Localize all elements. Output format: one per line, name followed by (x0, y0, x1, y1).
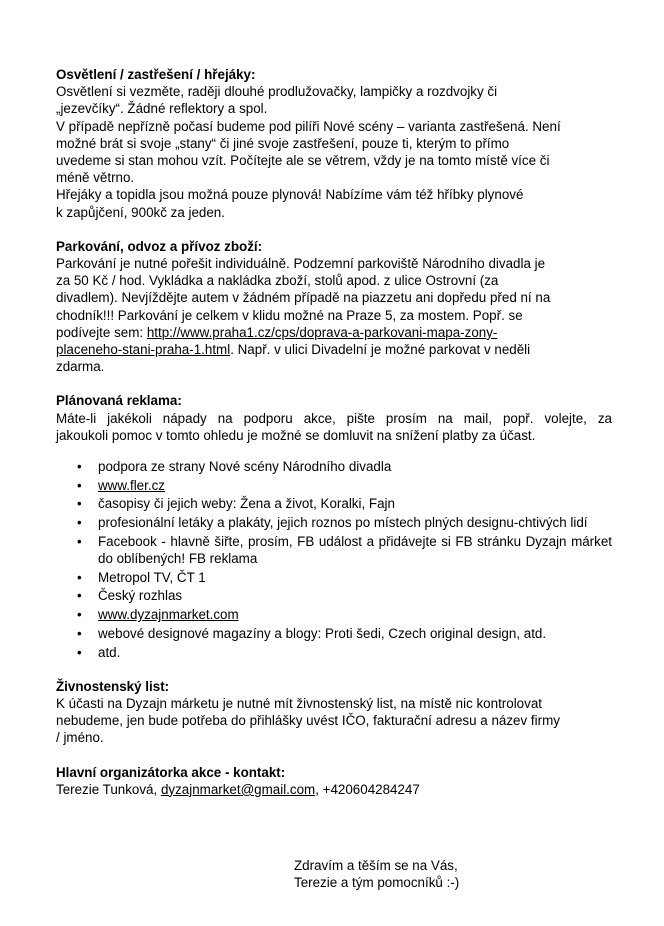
list-item (56, 606, 612, 623)
text-line: možné brát si svoje „stany“ či jiné svoje zastřešení, pouze ti, kterým to přímo (56, 135, 510, 151)
list-item-text: Metropol TV, ČT 1 (98, 569, 206, 585)
text-line: divadlem). Nevjíždějte autem v žádném případě na piazzetu ani dopředu před ní na (56, 290, 551, 306)
list-item-text: Facebook - hlavně šiřte, prosím, FB událost a přidávejte si FB stránku Dyzajn márket do oblíbených! FB reklama (98, 533, 612, 567)
section-parking (56, 238, 612, 376)
after-link-text: . Např. v ulici Divadelní je možné parkovat v neděli (230, 342, 531, 358)
bullet-icon: • (77, 644, 82, 660)
signoff (294, 857, 459, 891)
text-line: uvedeme si stan mohou vzít. Počítejte ale se větrem, vždy je na tomto místě více či (56, 153, 550, 169)
contact-name: Terezie Tunková, (56, 781, 161, 797)
section-heading-license: Živnostenský list: (56, 678, 170, 694)
list-item-text: profesionální letáky a plakáty, jejich roznos po místech plných designu-chtivých lidí (98, 515, 588, 531)
text-line: zdarma. (56, 359, 105, 375)
text-line: chodník!!! Parkování je celkem v klidu možné na Praze 5, za mostem. Popř. se (56, 307, 523, 323)
text-line: K účasti na Dyzajn márketu je nutné mít živnostenský list, na místě nic kontrolovat (56, 696, 542, 711)
section-lighting (56, 66, 612, 221)
section-heading-advertising: Plánovaná reklama: (56, 393, 182, 409)
section-heading-contact: Hlavní organizátorka akce - kontakt: (56, 764, 286, 780)
list-item (56, 569, 612, 586)
list-item-text: podpora ze strany Nové scény Národního divadla (98, 459, 392, 475)
bullet-icon: • (77, 496, 82, 512)
list-item (56, 514, 612, 531)
text-line: za 50 Kč / hod. Vykládka a nakládka zboží, stolů apod. z ulice Ostrovní (za (56, 273, 499, 289)
contact-line (56, 781, 612, 798)
bullet-icon: • (77, 607, 82, 623)
list-item (56, 495, 612, 512)
list-item-text: Český rozhlas (98, 588, 183, 604)
bullet-icon: • (77, 515, 82, 531)
text-line: Osvětlení si vezměte, raději dlouhé prodlužovačky, lampičky a rozdvojky či (56, 84, 498, 100)
section-heading-parking: Parkování, odvoz a přívoz zboží: (56, 238, 263, 254)
bullet-icon: • (77, 588, 82, 604)
section-advertising (56, 392, 612, 444)
advertising-list (56, 458, 612, 661)
text-line: nebudeme, jen bude potřeba do přihlášky uvést IČO, fakturační adresu a název firmy (56, 713, 560, 729)
list-item-link[interactable]: www.dyzajnmarket.com (98, 607, 239, 623)
bullet-icon: • (77, 459, 82, 475)
parking-map-link[interactable]: http://www.praha1.cz/cps/doprava-a-parkovani-mapa-zony- (146, 324, 498, 340)
text-line-with-link (56, 341, 612, 358)
contact-email-link[interactable]: dyzajnmarket@gmail.com (160, 781, 316, 797)
list-item (56, 458, 612, 475)
list-item-text: atd. (98, 644, 121, 660)
text-line: „jezevčíky“. Žádné reflektory a spol. (56, 101, 268, 117)
bullet-icon: • (77, 533, 82, 549)
signoff-line: Zdravím a těším se na Vás, (294, 858, 458, 873)
text-line: k zapůjčení, 900kč za jeden. (56, 204, 225, 220)
section-heading-lighting: Osvětlení / zastřešení / hřejáky: (56, 67, 256, 82)
text-line: jakoukoli pomoc v tomto ohledu je možné se domluvit na snížení platby za účast. (56, 427, 536, 443)
list-item-text: časopisy či jejich weby: Žena a život, Koralki, Fajn (98, 496, 395, 512)
bullet-icon: • (77, 569, 82, 585)
signoff-line: Terezie a tým pomocníků :-) (294, 875, 460, 891)
text-line: méně větrno. (56, 170, 135, 186)
text-line-with-link (56, 324, 612, 341)
list-item (56, 533, 612, 567)
bullet-icon: • (77, 625, 82, 641)
section-contact (56, 764, 612, 798)
bullet-icon: • (77, 477, 82, 493)
list-item (56, 644, 612, 661)
text-line: Máte-li jakékoli nápady na podporu akce, pište prosím na mail, popř. volejte, za (56, 410, 612, 426)
text-line: Parkování je nutné pořešit individuálně. Podzemní parkoviště Národního divadla je (56, 256, 546, 272)
contact-phone: , +420604284247 (315, 781, 420, 797)
list-item (56, 477, 612, 494)
list-item (56, 625, 612, 642)
link-prefix: podívejte sem: (56, 324, 147, 340)
parking-map-link-continued[interactable]: placeneho-stani-praha-1.html (56, 342, 231, 358)
list-item-link[interactable]: www.fler.cz (98, 477, 165, 493)
text-line: V případě nepřízně počasí budeme pod pilíři Nové scény – varianta zastřešená. Není (56, 118, 561, 134)
text-line: Hřejáky a topidla jsou možná pouze plynová! Nabízíme vám též hříbky plynové (56, 187, 524, 203)
document-content (56, 66, 612, 815)
section-license (56, 678, 612, 747)
text-line: / jméno. (56, 730, 104, 746)
list-item-text: webové designové magazíny a blogy: Proti šedi, Czech original design, atd. (98, 625, 547, 641)
list-item (56, 587, 612, 604)
